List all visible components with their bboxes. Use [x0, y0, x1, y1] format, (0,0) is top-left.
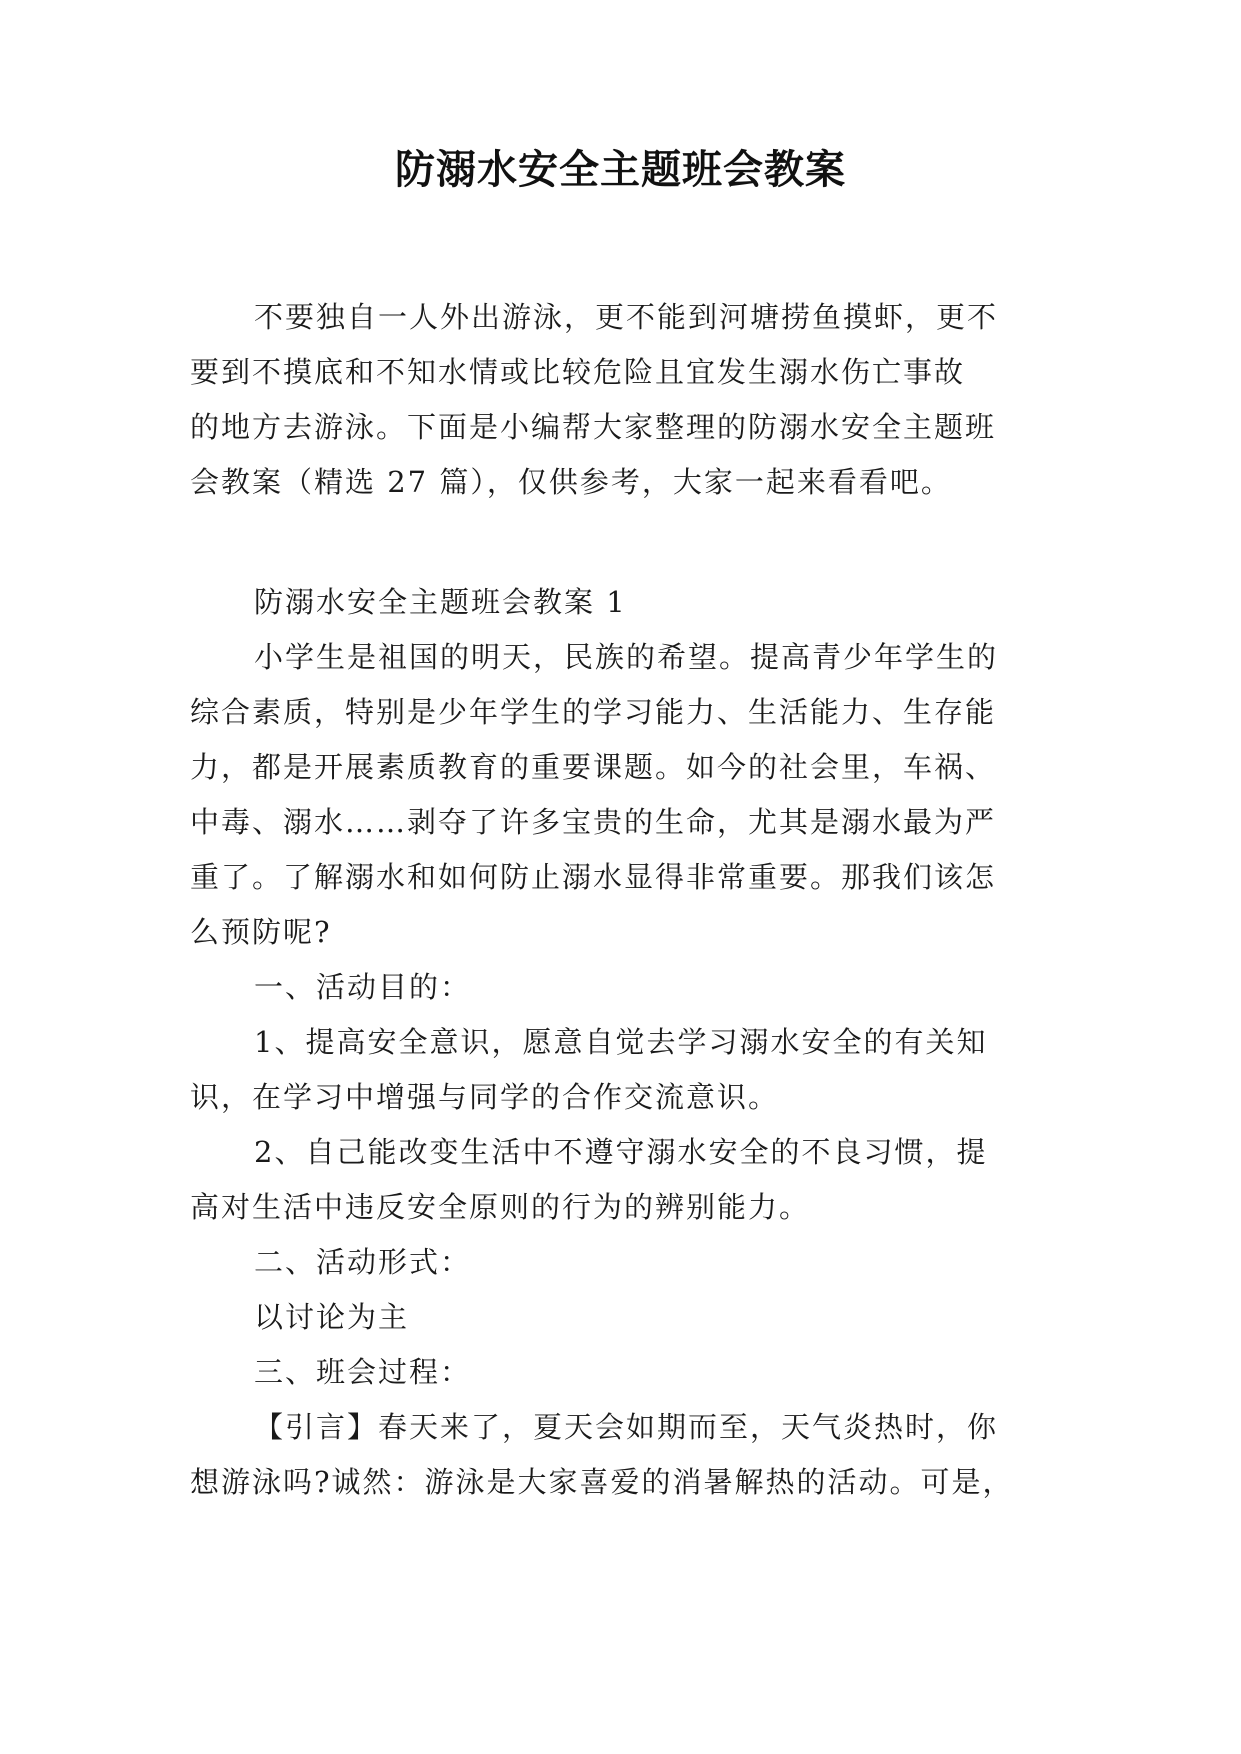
- section-heading: 防溺水安全主题班会教案 1: [254, 585, 627, 619]
- intro-section-line-1: 【引言】春天来了，夏天会如期而至，天气炎热时，你: [254, 1410, 999, 1444]
- goal1-line-1: 1、提高安全意识，愿意自觉去学习溺水安全的有关知: [254, 1025, 988, 1059]
- goal2-line-1: 2、自己能改变生活中不遵守溺水安全的不良习惯，提: [254, 1135, 988, 1169]
- paragraph1-line-4: 中毒、溺水……剥夺了许多宝贵的生命，尤其是溺水最为严: [190, 805, 997, 839]
- paragraph1-line-6: 么预防呢?: [190, 915, 332, 949]
- goal1-line-2: 识，在学习中增强与同学的合作交流意识。: [190, 1080, 780, 1114]
- form-heading: 二、活动形式：: [254, 1245, 472, 1279]
- goal2-line-2: 高对生活中违反安全原则的行为的辨别能力。: [190, 1190, 811, 1224]
- intro-line-4: 会教案（精选 27 篇），仅供参考，大家一起来看看吧。: [190, 465, 952, 499]
- intro-line-1: 不要独自一人外出游泳，更不能到河塘捞鱼摸虾，更不: [254, 300, 999, 334]
- document-title: 防溺水安全主题班会教案: [395, 146, 846, 193]
- intro-section-line-2: 想游泳吗?诚然：游泳是大家喜爱的消暑解热的活动。可是，: [190, 1465, 1014, 1499]
- process-heading: 三、班会过程：: [254, 1355, 472, 1389]
- goals-heading: 一、活动目的：: [254, 970, 472, 1004]
- intro-line-2: 要到不摸底和不知水情或比较危险且宜发生溺水伤亡事故: [190, 355, 966, 389]
- paragraph1-line-5: 重了。了解溺水和如何防止溺水显得非常重要。那我们该怎: [190, 860, 997, 894]
- form-text: 以讨论为主: [254, 1300, 410, 1334]
- intro-line-3: 的地方去游泳。下面是小编帮大家整理的防溺水安全主题班: [190, 410, 997, 444]
- paragraph1-line-1: 小学生是祖国的明天，民族的希望。提高青少年学生的: [254, 640, 999, 674]
- paragraph1-line-3: 力，都是开展素质教育的重要课题。如今的社会里，车祸、: [190, 750, 997, 784]
- paragraph1-line-2: 综合素质，特别是少年学生的学习能力、生活能力、生存能: [190, 695, 997, 729]
